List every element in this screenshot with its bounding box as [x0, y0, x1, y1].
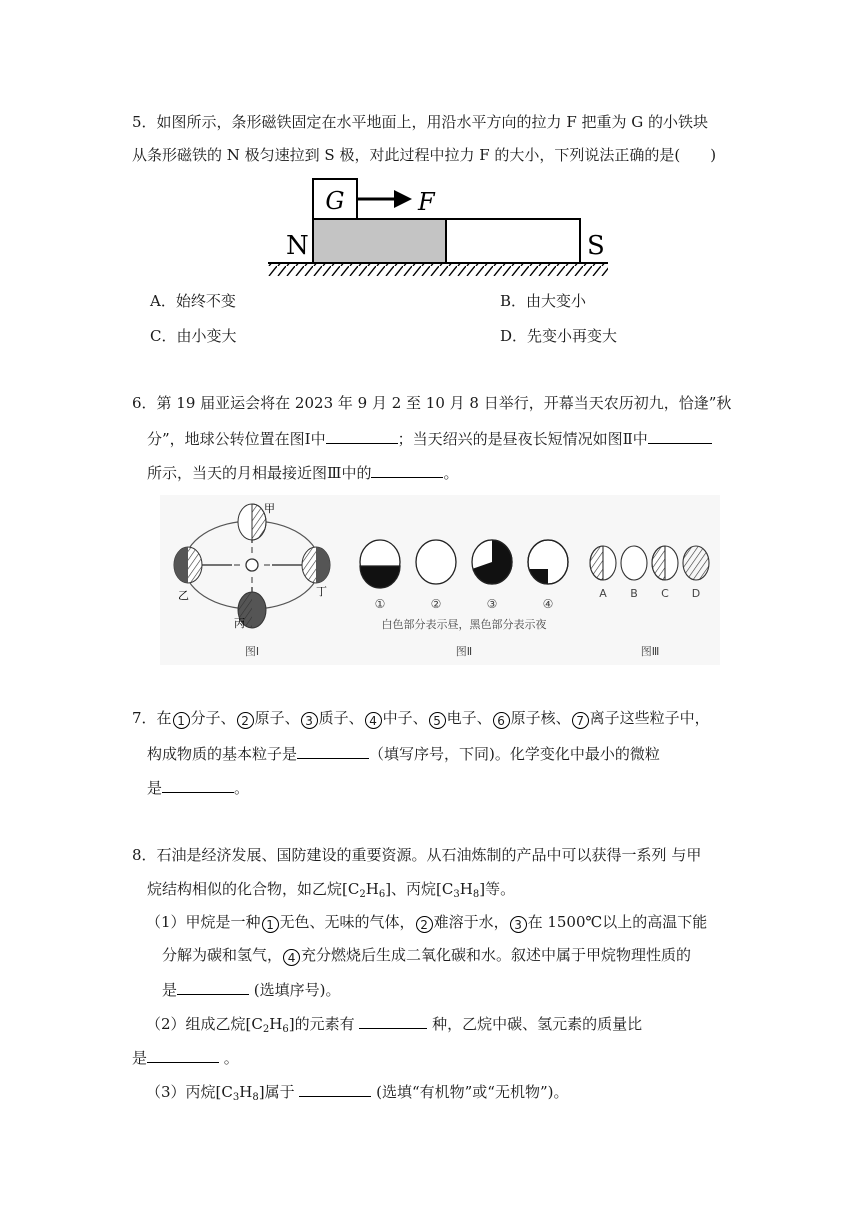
- label-bing: 丙: [234, 617, 245, 630]
- fig3-label-c: C: [661, 587, 669, 600]
- answer-blank-mass-ratio[interactable]: [147, 1047, 219, 1063]
- fig2-note: 白色部分表示昼，黑色部分表示夜: [381, 618, 547, 631]
- answer-blank-orbit[interactable]: [326, 428, 398, 444]
- q8-part1-line1: （1）甲烷是一种 1 无色、无味的气体， 2 难溶于水， 3 在 1500℃以上的高温下能: [146, 913, 708, 932]
- circled-number: 2: [416, 916, 433, 933]
- circled-number: 3: [301, 712, 318, 729]
- q5-option-d: D．先变小再变大: [500, 327, 618, 345]
- magnet-n-half: [313, 219, 446, 263]
- q6-stem-line3: 所示，当天的月相最接近图Ⅲ中的 。: [147, 464, 459, 482]
- circled-number: 3: [510, 916, 527, 933]
- answer-blank-daynight[interactable]: [648, 428, 712, 444]
- q8-part2-line2: 是 。: [132, 1049, 239, 1067]
- q8-part3-line1: （3）丙烷$[C_3H_8]$属于 (选填“有机物”或“无机物”)。: [146, 1083, 569, 1103]
- q7-stem-line3: 是 。: [147, 779, 250, 797]
- answer-blank-organic[interactable]: [299, 1081, 371, 1097]
- fig2-label-2: ②: [430, 597, 442, 611]
- answer-blank-smallest-particle[interactable]: [162, 777, 234, 793]
- label-jia: 甲: [264, 502, 275, 515]
- ground-hatch: [268, 264, 608, 276]
- astronomy-figure: [160, 495, 720, 665]
- q7-stem-line1: 7．在 1 分子、 2 原子、 3 质子、 4 中子、 5 电子、 6 原子核、 7 离子这些粒子中，: [132, 709, 710, 728]
- circled-number: 4: [283, 949, 300, 966]
- circled-number: 2: [237, 712, 254, 729]
- answer-blank-element-count[interactable]: [359, 1013, 427, 1029]
- circle-2: [416, 540, 456, 584]
- fig2-label-1: ①: [374, 597, 386, 611]
- circled-number: 7: [572, 712, 589, 729]
- fig2-label-3: ③: [486, 597, 498, 611]
- q5-option-c: C．由小变大: [150, 327, 237, 345]
- answer-blank-moonphase[interactable]: [371, 462, 443, 478]
- sun-icon: [246, 559, 258, 571]
- answer-blank-physical-property[interactable]: [177, 979, 249, 995]
- label-g: G: [325, 187, 345, 215]
- circled-number: 6: [493, 712, 510, 729]
- fig2-label-4: ④: [542, 597, 554, 611]
- fig3-label-a: A: [599, 587, 607, 600]
- circled-number: 1: [262, 916, 279, 933]
- q8-stem-line2: 烷结构相似的化合物，如乙烷$[C_2H_6]$、丙烷$[C_3H_8]$等。: [147, 880, 516, 900]
- fig3-label-d: D: [691, 587, 701, 600]
- q5-stem-line1: 5．如图所示，条形磁铁固定在水平地面上，用沿水平方向的拉力 F 把重为 G 的小铁块: [132, 113, 709, 131]
- label-ding: 丁: [316, 585, 327, 598]
- answer-blank-basic-particle[interactable]: [297, 743, 369, 759]
- label-yi: 乙: [178, 589, 189, 602]
- q5-option-a: A．始终不变: [150, 292, 236, 310]
- fig1-caption: 图Ⅰ: [244, 645, 260, 658]
- q8-part2-line1: （2）组成乙烷$[C_2H_6]$的元素有 种，乙烷中碳、氢元素的质量比: [146, 1015, 643, 1035]
- label-n: N: [286, 231, 309, 261]
- fig2-caption: 图Ⅱ: [455, 645, 473, 658]
- q5-option-b: B．由大变小: [500, 292, 587, 310]
- circled-number: 5: [429, 712, 446, 729]
- q8-part1-line2: 分解为碳和氢气， 4 充分燃烧后生成二氧化碳和水。叙述中属于甲烷物理性质的: [162, 946, 692, 965]
- magnet-figure: [268, 176, 608, 280]
- circled-number: 1: [173, 712, 190, 729]
- label-s: S: [587, 231, 605, 261]
- moon-d: [683, 546, 709, 580]
- q7-stem-line2: 构成物质的基本粒子是 （填写序号，下同)。化学变化中最小的微粒: [147, 745, 660, 763]
- q8-part1-line3: 是 (选填序号)。: [162, 981, 341, 999]
- label-f: F: [418, 188, 435, 216]
- q6-stem-line2: 分”，地球公转位置在图Ⅰ中 ；当天绍兴的是昼夜长短情况如图Ⅱ中: [147, 428, 712, 449]
- fig3-label-b: B: [630, 587, 638, 600]
- magnet-s-half: [446, 219, 580, 263]
- fig3-caption: 图Ⅲ: [640, 645, 660, 658]
- q6-stem-line1: 6．第 19 届亚运会将在 2023 年 9 月 2 至 10 月 8 日举行，开幕当天农历初九，恰逢”秋: [132, 394, 732, 412]
- circled-number: 4: [365, 712, 382, 729]
- q5-stem-line2: 从条形磁铁的 N 极匀速拉到 S 极，对此过程中拉力 F 的大小，下列说法正确的是( ): [132, 146, 717, 164]
- force-arrowhead: [394, 190, 412, 208]
- q8-stem-line1: 8．石油是经济发展、国防建设的重要资源。从石油炼制的产品中可以获得一系列 与甲: [132, 846, 702, 864]
- moon-b: [621, 546, 647, 580]
